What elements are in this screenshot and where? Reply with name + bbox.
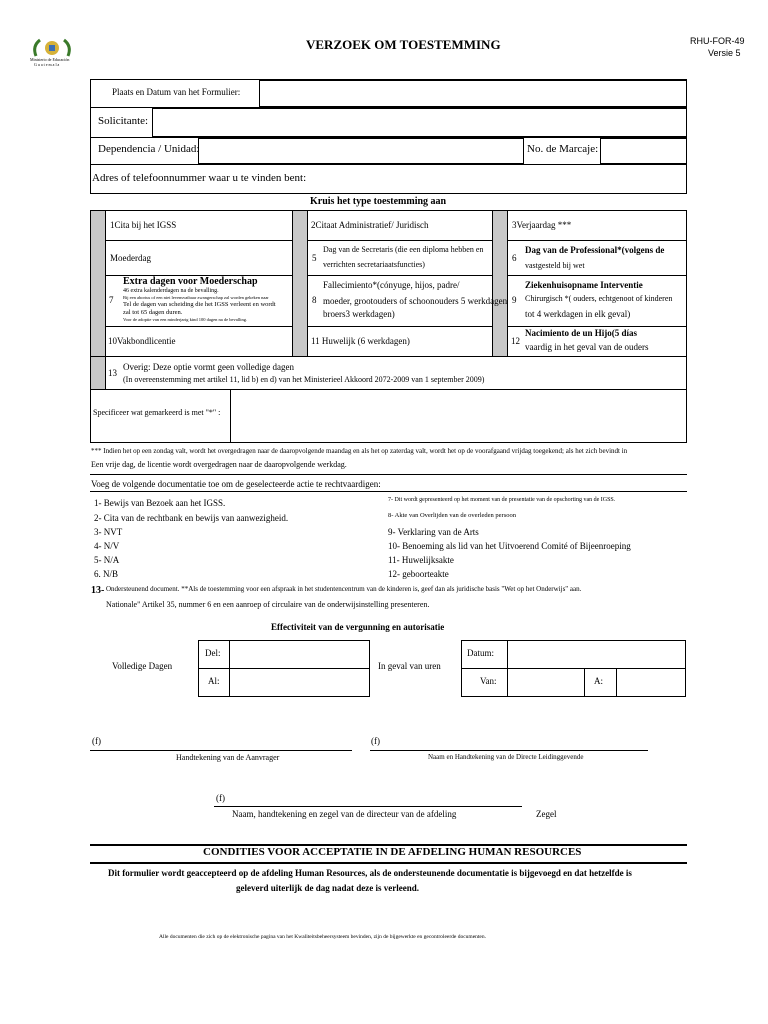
form-code: RHU-FOR-49 <box>690 36 745 46</box>
from-label: Del: <box>205 648 221 658</box>
option-8-line2: moeder, grootouders of schoonouders 5 werkdagen <box>323 296 508 306</box>
conditions-title: CONDITIES VOOR ACCEPTATIE IN DE AFDELING HUMAN RESOURCES <box>203 846 582 858</box>
weekend-note-continued: Een vrije dag, de licentie wordt overgedragen naar de daaropvolgende werkdag. <box>91 460 347 469</box>
option-10-label: 10Vakbondlicentie <box>108 336 176 346</box>
director-signature-line[interactable] <box>214 806 522 807</box>
doc-item-12: 12- geboorteakte <box>388 569 449 579</box>
option-13-line2: (In overeenstemming met artikel 11, lid b) en d) van het Ministerieel Akkoord 2072-2009 van 1 september 2009) <box>123 375 485 384</box>
option-7-line3: Bij een abortus of een niet levensvatbaar zwangerschap zal worden gekeken naar <box>123 295 269 300</box>
department-label: Dependencia / Unidad: <box>98 143 200 155</box>
page-title: VERZOEK OM TOESTEMMING <box>306 37 501 52</box>
applicant-label: Solicitante: <box>98 115 149 127</box>
checkbox-option-8[interactable] <box>293 276 308 326</box>
doc-item-5: 5- N/A <box>94 555 120 565</box>
option-8-number: 8 <box>312 295 317 305</box>
option-5-line1: Dag van de Secretaris (die een diploma hebben en <box>323 245 484 254</box>
option-6-line1: Dag van de Professional*(volgens de <box>525 245 665 255</box>
marcaje-label: No. de Marcaje: <box>527 143 599 155</box>
option-5-number: 5 <box>312 253 317 263</box>
doc-item-2: 2- Cita van de rechtbank en bewijs van aanwezigheid. <box>94 513 289 523</box>
address-label: Adres of telefoonnummer waar u te vinden bent: <box>92 172 307 184</box>
doc-item-6: 6. N/B <box>94 569 119 579</box>
option-7-line5: zal tot 65 dagen duren. <box>123 309 183 316</box>
option-9-line3: tot 4 werkdagen in elk geval) <box>525 309 631 319</box>
to-time-field[interactable] <box>617 669 685 696</box>
specify-label: Specificeer wat gemarkeerd is met "*" : <box>93 408 221 417</box>
checkbox-option-4[interactable] <box>91 241 106 275</box>
option-4-label: Moederdag <box>110 253 151 263</box>
option-3-label: 3Verjaardag *** <box>512 220 572 230</box>
from-date-field[interactable] <box>230 641 369 668</box>
doc-item-9: 9- Verklaring van de Arts <box>388 527 479 537</box>
option-11-label: 11 Huwelijk (6 werkdagen) <box>311 336 410 346</box>
checkbox-option-1[interactable] <box>91 211 106 240</box>
doc-item-13-line2: Nationale" Artikel 35, nummer 6 en een aanroep of circulaire van de onderwijsinstelling presenteren. <box>106 600 430 609</box>
option-12-number: 12 <box>511 336 520 346</box>
conditions-line-1: Dit formulier wordt geaccepteerd op de afdeling Human Resources, als de ondersteunende documentatie is bijgevoegd en dat hetzelfde is <box>108 868 632 878</box>
from-time-field[interactable] <box>508 669 584 696</box>
doc-item-8: 8- Akte van Overlijden van de overleden persoon <box>388 512 516 519</box>
checkbox-option-3[interactable] <box>493 211 508 240</box>
supervisor-signature-label: Naam en Handtekening van de Directe Leidinggevende <box>428 753 584 761</box>
option-2-label: 2Citaat Administratief/ Juridisch <box>311 220 429 230</box>
doc-item-4: 4- N/V <box>94 541 120 551</box>
date-label: Datum: <box>467 648 494 658</box>
checkbox-option-12[interactable] <box>493 327 508 356</box>
effectiveness-title: Effectiviteit van de vergunning en autorisatie <box>271 622 445 632</box>
checkbox-option-2[interactable] <box>293 211 308 240</box>
option-6-line2: vastgesteld bij wet <box>525 261 585 270</box>
doc-item-10: 10- Benoeming als lid van het Uitvoerend Comité of Bijeenroeping <box>388 541 631 551</box>
footer-note: Alle documenten die zich op de elektronische pagina van het Kwaliteitsbeheersysteem bevinden, zijn de bijgewerkte en gecontroleerde documenten. <box>159 934 486 940</box>
checkbox-option-10[interactable] <box>91 327 106 356</box>
option-7-line2: 46 extra kalenderdagen na de bevalling. <box>123 288 219 294</box>
applicant-signature-line[interactable] <box>90 750 352 751</box>
form-version: Versie 5 <box>708 48 741 58</box>
logo-text: Ministerio de Educación <box>30 57 70 62</box>
permission-type-title: Kruis het type toestemming aan <box>310 196 447 207</box>
option-1-label: 1Cita bij het IGSS <box>110 220 177 230</box>
doc-item-7: 7- Dit wordt gepresenteerd op het moment van de presentatie van de opschorting van de IGSS. <box>388 497 616 503</box>
option-8-line1: Fallecimiento*(cónyuge, hijos, padre/ <box>323 280 460 290</box>
option-7-line4: Tel de dagen van scheiding die het IGSS verleent en wordt <box>123 301 276 308</box>
supervisor-signature-line[interactable] <box>370 750 648 751</box>
option-7-number: 7 <box>109 295 114 305</box>
option-12-line2: vaardig in het geval van de ouders <box>525 342 649 352</box>
place-date-label: Plaats en Datum van het Formulier: <box>112 87 241 97</box>
to-date-field[interactable] <box>230 669 369 696</box>
place-date-field[interactable] <box>259 80 687 107</box>
ministry-logo <box>30 36 74 70</box>
option-13-number: 13 <box>108 368 117 378</box>
option-6-number: 6 <box>512 253 517 263</box>
option-5-line2: verrichten secretariaatsfuncties) <box>323 260 425 269</box>
signature-mark-2: (f) <box>371 736 380 746</box>
checkbox-option-13[interactable] <box>91 357 106 389</box>
full-days-label: Volledige Dagen <box>112 661 173 671</box>
marcaje-field[interactable] <box>600 138 687 164</box>
checkbox-option-7[interactable] <box>91 276 106 326</box>
doc-item-1: 1- Bewijs van Bezoek aan het IGSS. <box>94 498 226 508</box>
specify-field[interactable] <box>231 390 686 442</box>
date-field[interactable] <box>508 641 685 668</box>
to-time-label: A: <box>594 676 603 686</box>
documentation-intro: Voeg de volgende documentatie toe om de geselecteerde actie te rechtvaardigen: <box>91 479 381 489</box>
checkbox-option-5[interactable] <box>293 241 308 275</box>
signature-mark-1: (f) <box>92 736 101 746</box>
option-8-line3: broers3 werkdagen) <box>323 309 395 319</box>
director-signature-label: Naam, handtekening en zegel van de directeur van de afdeling <box>232 809 457 819</box>
option-9-line2: Chirurgisch *( ouders, echtgenoot of kinderen <box>525 294 673 303</box>
checkbox-option-6[interactable] <box>493 241 508 275</box>
option-9-line1: Ziekenhuisopname Interventie <box>525 280 643 290</box>
to-label: Al: <box>208 676 220 686</box>
doc-item-13-line1: Ondersteunend document. **Als de toestemming voor een afspraak in het studentencentrum van de kinderen is, geef dan als juridische basis "Wet op het Onderwijs" aan. <box>106 585 582 593</box>
doc-item-3: 3- NVT <box>94 527 123 537</box>
seal-label: Zegel <box>536 809 557 819</box>
conditions-line-2: geleverd uiterlijk de dag nadat deze is verleend. <box>236 883 419 893</box>
checkbox-option-11[interactable] <box>293 327 308 356</box>
applicant-signature-label: Handtekening van de Aanvrager <box>176 753 280 762</box>
doc-item-13-number: 13- <box>91 585 105 596</box>
weekend-note: *** Indien het op een zondag valt, wordt het overgedragen naar de daaropvolgende maandag en als het op zaterdag valt, wordt het op de voorafgaand vrijdag toegekend; als het zich bevindt in <box>91 447 628 455</box>
department-field[interactable] <box>198 138 524 164</box>
signature-mark-3: (f) <box>216 793 225 803</box>
option-7-line6: Voor de adoptie van een minderjarig kind 100 dagen na de bevalling. <box>123 317 248 322</box>
applicant-field[interactable] <box>152 108 687 137</box>
logo-subtext: G u a t e m a l a <box>34 62 60 67</box>
from-time-label: Van: <box>480 676 497 686</box>
option-9-number: 9 <box>512 295 517 305</box>
hours-label: In geval van uren <box>378 661 441 671</box>
option-7-line1: Extra dagen voor Moederschap <box>123 276 258 287</box>
option-12-line1: Nacimiento de un Hijo(5 días <box>525 328 638 338</box>
doc-item-11: 11- Huwelijksakte <box>388 555 454 565</box>
option-13-line1: Overig: Deze optie vormt geen volledige dagen <box>123 362 294 372</box>
